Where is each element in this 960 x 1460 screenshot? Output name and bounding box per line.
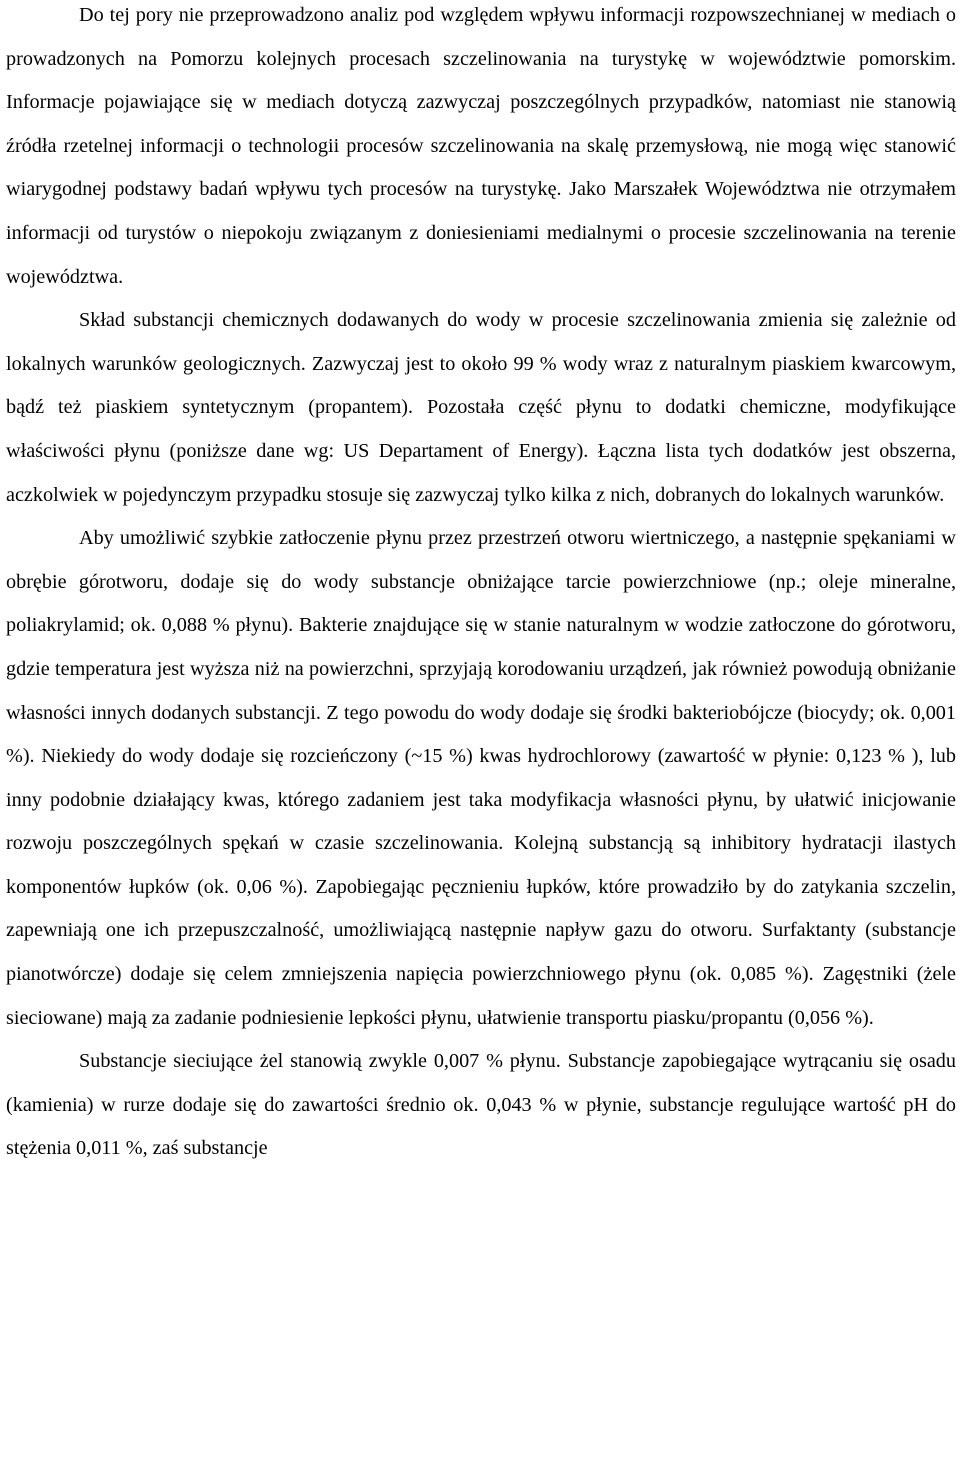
paragraph-additives: Aby umożliwić szybkie zatłoczenie płynu przez przestrzeń otworu wiertniczego, a następnie spękaniami w obrębie górotworu, dodaje się do wody substancje obniżające tarcie powierzchniowe (np.; oleje mineralne, poliakrylamid; ok. 0,088 % płynu). Bakterie znajdujące się w stanie naturalnym w wodzie zatłoczone do górotworu, gdzie temperatura jest wyższa niż na powierzchni, sprzyjają korodowaniu urządzeń, jak również powodują obniżanie własności innych dodanych substancji. Z tego powodu do wody dodaje się środki bakteriobójcze (biocydy; ok. 0,001 %). Niekiedy do wody dodaje się rozcieńczony (~15 %) kwas hydrochlorowy (zawartość w płynie: 0,123 % ), lub inny podobnie działający kwas, którego zadaniem jest taka modyfikacja własności płynu, by ułatwić inicjowanie rozwoju poszczególnych spękań w czasie szczelinowania. Kolejną substancją są inhibitory hydratacji ilastych komponentów łupków (ok. 0,06 %). Zapobiegając pęcznieniu łupków, które prowadziło by do zatykania szczelin, zapewniają one ich przepuszczalność, umożliwiającą następnie napływ gazu do otworu. Surfaktanty (substancje pianotwórcze) dodaje się celem zmniejszenia napięcia powierzchniowego płynu (ok. 0,085 %). Zagęstniki (żele sieciowane) mają za zadanie podniesienie lepkości płynu, ułatwienie transportu piasku/propantu (0,056 %). bbox=[6, 527, 956, 1029]
paragraph-chemical-composition: Skład substancji chemicznych dodawanych do wody w procesie szczelinowania zmienia się zależnie od lokalnych warunków geologicznych. Zazwyczaj jest to około 99 % wody wraz z naturalnym piaskiem kwarcowym, bądź też piaskiem syntetycznym (propantem). Pozostała część płynu to dodatki chemiczne, modyfikujące właściwości płynu (poniższe dane wg: US Departament of Energy). Łączna lista tych dodatków jest obszerna, aczkolwiek w pojedynczym przypadku stosuje się zazwyczaj tylko kilka z nich, dobranych do lokalnych warunków. bbox=[6, 309, 956, 506]
paragraph-media-analysis: Do tej pory nie przeprowadzono analiz pod względem wpływu informacji rozpowszechnianej w mediach o prowadzonych na Pomorzu kolejnych procesach szczelinowania na turystykę w województwie pomorskim. Informacje pojawiające się w mediach dotyczą zazwyczaj poszczególnych przypadków, natomiast nie stanowią źródła rzetelnej informacji o technologii procesów szczelinowania na skalę przemysłową, nie mogą więc stanowić wiarygodnej podstawy badań wpływu tych procesów na turystykę. Jako Marszałek Województwa nie otrzymałem informacji od turystów o niepokoju związanym z doniesieniami medialnymi o procesie szczelinowania na terenie województwa. bbox=[6, 4, 956, 288]
paragraph-crosslinkers: Substancje sieciujące żel stanowią zwykle 0,007 % płynu. Substancje zapobiegające wytrącaniu się osadu (kamienia) w rurze dodaje się do zawartości średnio ok. 0,043 % w płynie, substancje regulujące wartość pH do stężenia 0,011 %, zaś substancje bbox=[6, 1050, 956, 1160]
document-page bbox=[6, 0, 956, 1171]
